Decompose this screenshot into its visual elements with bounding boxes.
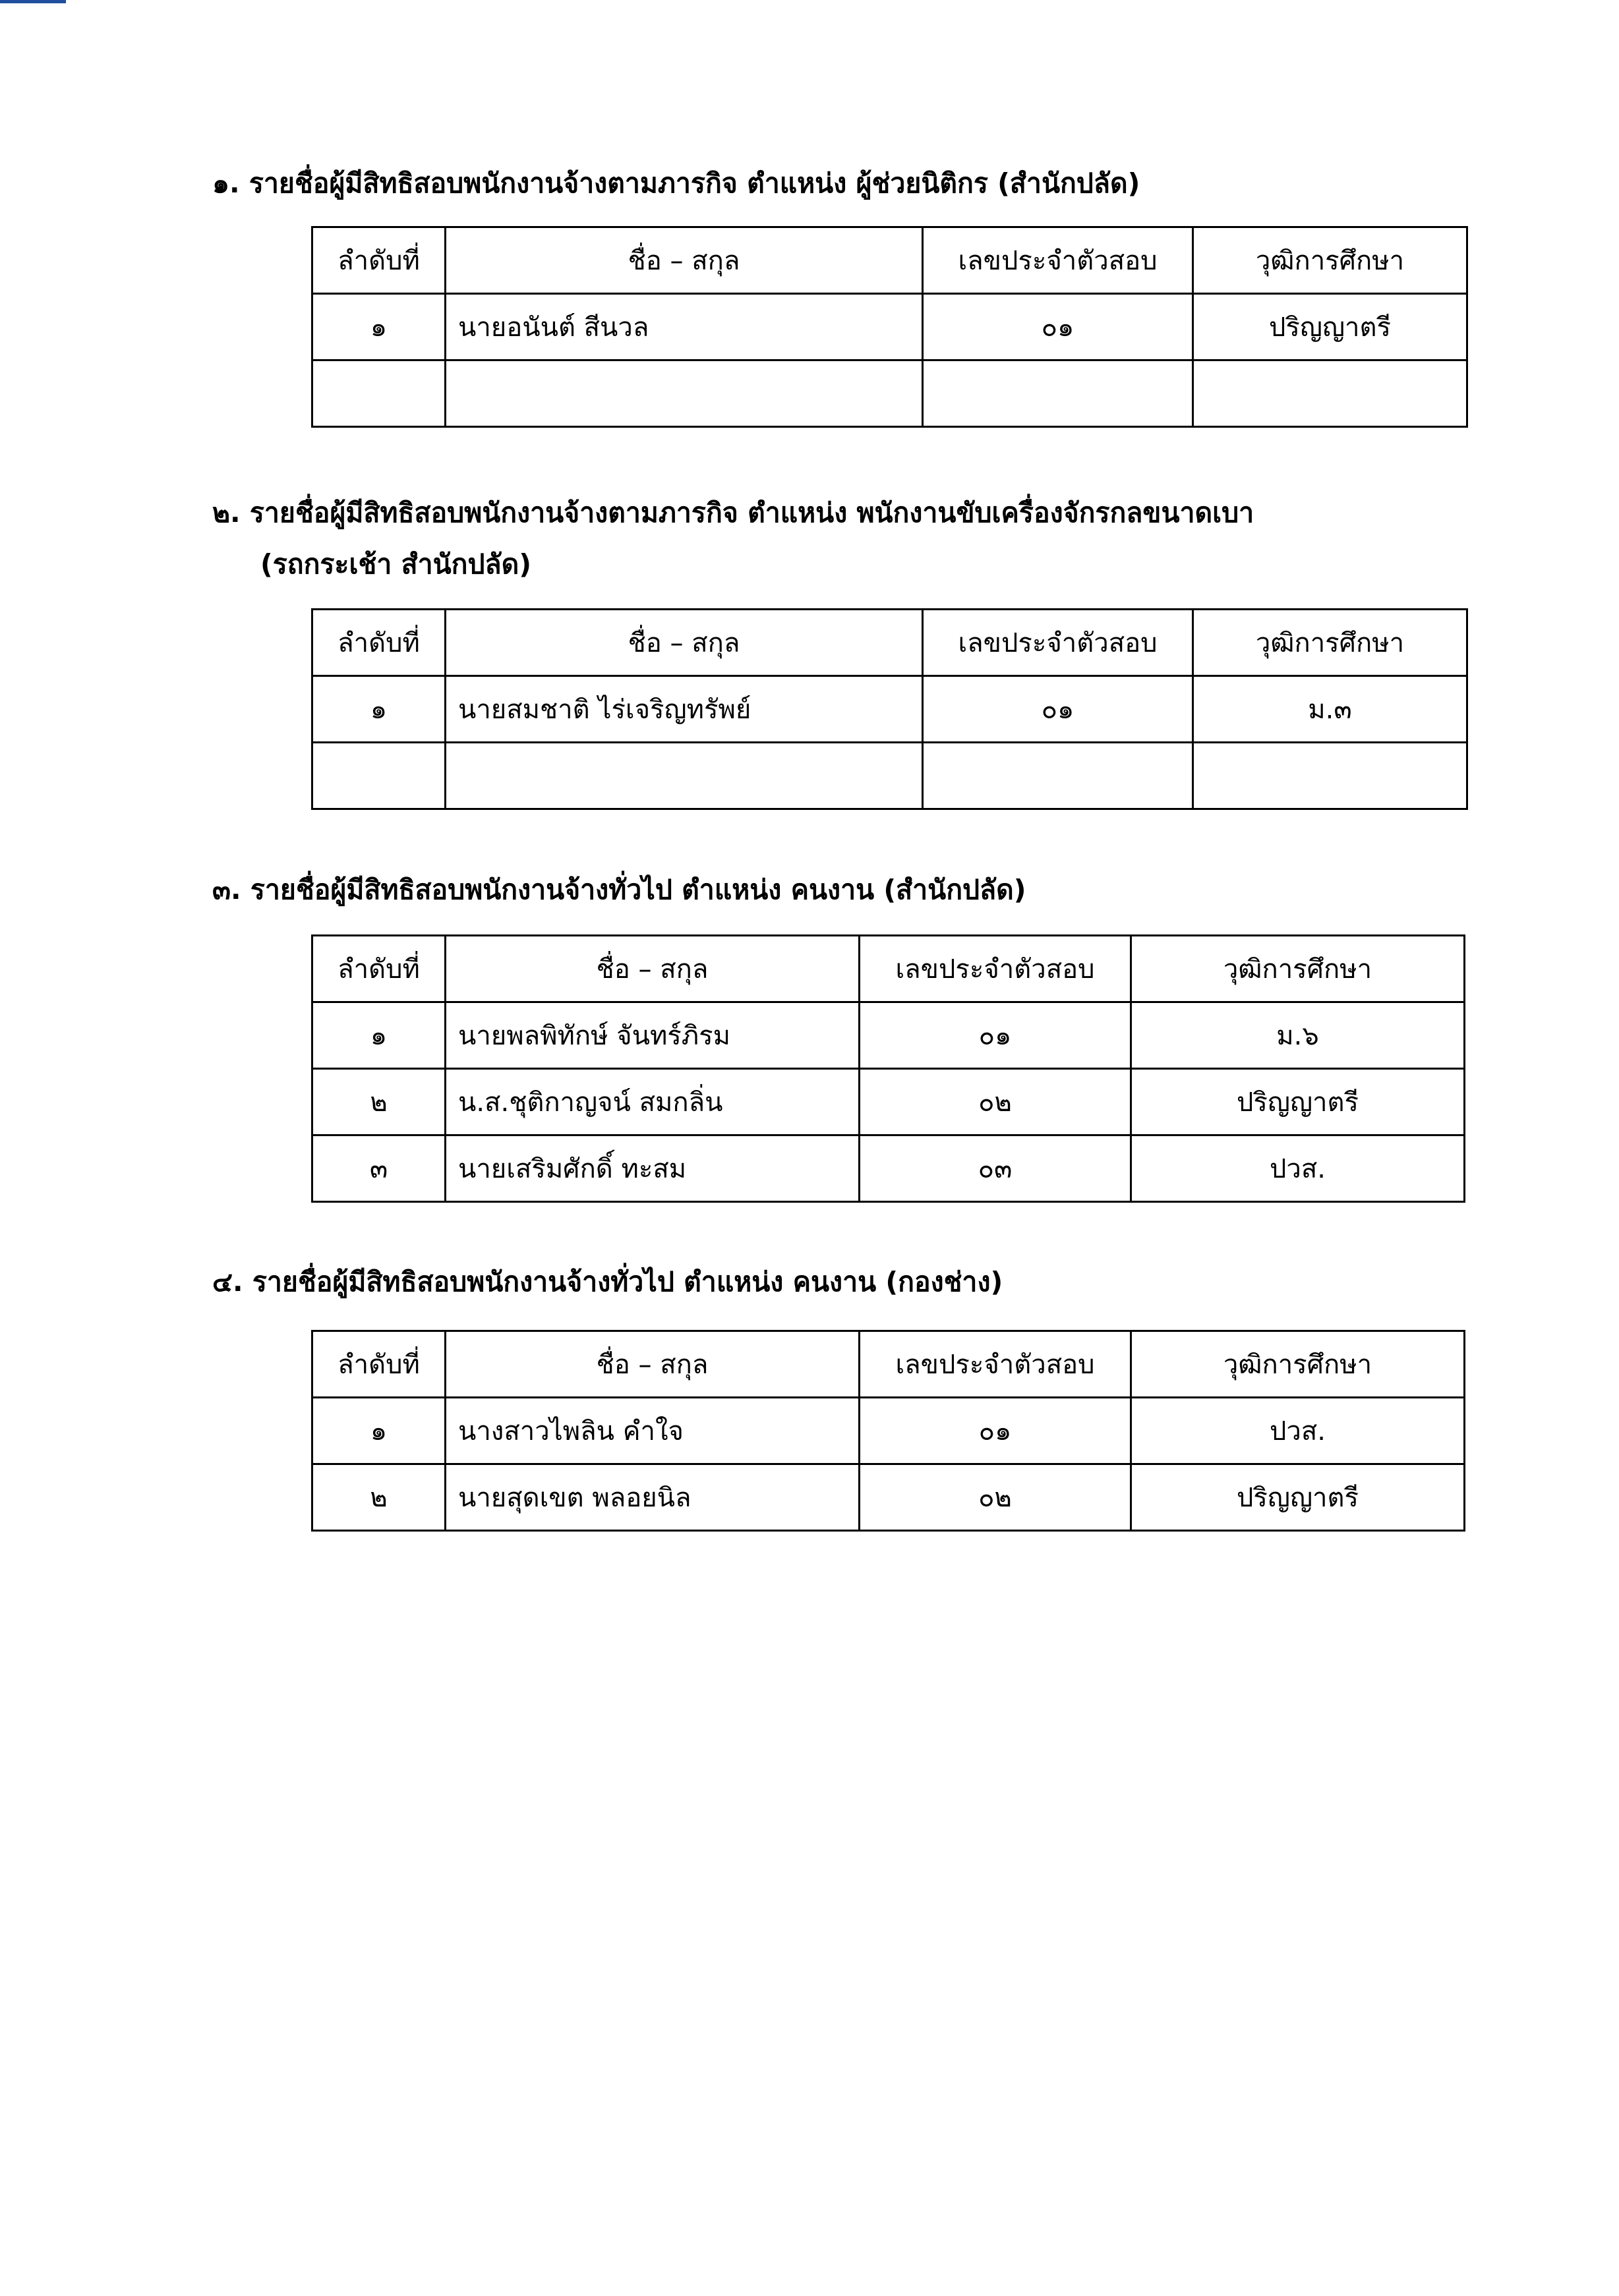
cell-exam-id: ๐๒ bbox=[860, 1464, 1131, 1531]
header-order: ลำดับที่ bbox=[312, 227, 446, 294]
table-row bbox=[312, 1135, 1465, 1202]
section-2-subtitle: (รถกระเช้า สำนักปลัด) bbox=[260, 548, 532, 580]
header-name: ชื่อ – สกุล bbox=[446, 1331, 860, 1398]
cell-education: ปวส. bbox=[1131, 1135, 1465, 1202]
cell-exam-id: ๐๒ bbox=[860, 1069, 1131, 1135]
header-order: ลำดับที่ bbox=[312, 1331, 446, 1398]
cell-exam-id bbox=[923, 743, 1193, 809]
cell-order: ๒ bbox=[312, 1069, 446, 1135]
cell-education: ปวส. bbox=[1131, 1398, 1465, 1464]
scan-corner-mark bbox=[0, 0, 66, 3]
table-row bbox=[312, 1069, 1465, 1135]
cell-order: ๑ bbox=[312, 294, 446, 360]
cell-name bbox=[446, 743, 923, 809]
cell-order bbox=[312, 743, 446, 809]
cell-exam-id bbox=[923, 360, 1193, 427]
cell-education bbox=[1193, 743, 1467, 809]
cell-name: นายอนันต์ สีนวล bbox=[446, 294, 923, 360]
section-1-table bbox=[311, 226, 1468, 428]
cell-name: นายสุดเขต พลอยนิล bbox=[446, 1464, 860, 1531]
header-order: ลำดับที่ bbox=[312, 936, 446, 1002]
cell-name: นายพลพิทักษ์ จันทร์ภิรม bbox=[446, 1002, 860, 1069]
cell-name: นางสาวไพลิน คำใจ bbox=[446, 1398, 860, 1464]
header-name: ชื่อ – สกุล bbox=[446, 936, 860, 1002]
table-header-row bbox=[312, 610, 1467, 676]
section-1-title: ๑. รายชื่อผู้มีสิทธิสอบพนักงานจ้างตามภารกิจ ตำแหน่ง ผู้ช่วยนิติกร (สำนักปลัด) bbox=[212, 167, 1140, 199]
cell-education: ม.๖ bbox=[1131, 1002, 1465, 1069]
section-2-table bbox=[311, 608, 1468, 810]
section-4-table bbox=[311, 1330, 1465, 1532]
cell-exam-id: ๐๑ bbox=[923, 676, 1193, 743]
table-row bbox=[312, 1464, 1465, 1531]
table-row bbox=[312, 1002, 1465, 1069]
cell-exam-id: ๐๑ bbox=[860, 1002, 1131, 1069]
cell-order: ๑ bbox=[312, 1398, 446, 1464]
cell-exam-id: ๐๑ bbox=[860, 1398, 1131, 1464]
cell-order: ๓ bbox=[312, 1135, 446, 1202]
header-exam-id: เลขประจำตัวสอบ bbox=[923, 610, 1193, 676]
header-education: วุฒิการศึกษา bbox=[1131, 936, 1465, 1002]
table-header-row bbox=[312, 936, 1465, 1002]
cell-education: ปริญญาตรี bbox=[1131, 1069, 1465, 1135]
cell-exam-id: ๐๓ bbox=[860, 1135, 1131, 1202]
header-education: วุฒิการศึกษา bbox=[1193, 610, 1467, 676]
header-education: วุฒิการศึกษา bbox=[1193, 227, 1467, 294]
cell-exam-id: ๐๑ bbox=[923, 294, 1193, 360]
header-exam-id: เลขประจำตัวสอบ bbox=[923, 227, 1193, 294]
table-row bbox=[312, 360, 1467, 427]
header-name: ชื่อ – สกุล bbox=[446, 610, 923, 676]
header-order: ลำดับที่ bbox=[312, 610, 446, 676]
cell-name: น.ส.ชุติกาญจน์ สมกลิ่น bbox=[446, 1069, 860, 1135]
cell-order: ๒ bbox=[312, 1464, 446, 1531]
table-row bbox=[312, 743, 1467, 809]
table-row bbox=[312, 1398, 1465, 1464]
header-name: ชื่อ – สกุล bbox=[446, 227, 923, 294]
cell-name: นายสมชาติ ไร่เจริญทรัพย์ bbox=[446, 676, 923, 743]
header-education: วุฒิการศึกษา bbox=[1131, 1331, 1465, 1398]
cell-education: ม.๓ bbox=[1193, 676, 1467, 743]
cell-name bbox=[446, 360, 923, 427]
cell-education bbox=[1193, 360, 1467, 427]
cell-order bbox=[312, 360, 446, 427]
cell-name: นายเสริมศักดิ์ ทะสม bbox=[446, 1135, 860, 1202]
table-row bbox=[312, 676, 1467, 743]
cell-education: ปริญญาตรี bbox=[1131, 1464, 1465, 1531]
table-row bbox=[312, 294, 1467, 360]
table-header-row bbox=[312, 227, 1467, 294]
section-3-title: ๓. รายชื่อผู้มีสิทธิสอบพนักงานจ้างทั่วไป ตำแหน่ง คนงาน (สำนักปลัด) bbox=[212, 874, 1026, 905]
cell-education: ปริญญาตรี bbox=[1193, 294, 1467, 360]
header-exam-id: เลขประจำตัวสอบ bbox=[860, 936, 1131, 1002]
cell-order: ๑ bbox=[312, 676, 446, 743]
section-4-title: ๔. รายชื่อผู้มีสิทธิสอบพนักงานจ้างทั่วไป ตำแหน่ง คนงาน (กองช่าง) bbox=[212, 1266, 1003, 1298]
header-exam-id: เลขประจำตัวสอบ bbox=[860, 1331, 1131, 1398]
table-header-row bbox=[312, 1331, 1465, 1398]
cell-order: ๑ bbox=[312, 1002, 446, 1069]
section-2-title: ๒. รายชื่อผู้มีสิทธิสอบพนักงานจ้างตามภารกิจ ตำแหน่ง พนักงานขับเครื่องจักรกลขนาดเบา bbox=[212, 497, 1254, 529]
section-3-table bbox=[311, 934, 1465, 1203]
